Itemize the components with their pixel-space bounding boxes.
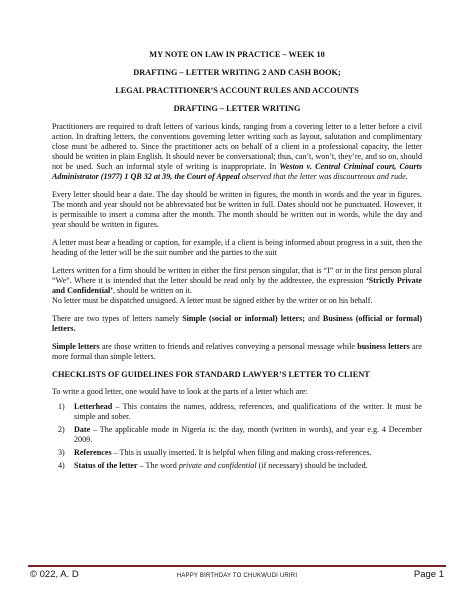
document-title: MY NOTE ON LAW IN PRACTICE – WEEK 10: [149, 50, 325, 59]
list-item: 2) Date – The applicable mode in Nigeria is: the day, month (written in words), and year e.g. 4 December 2009.: [58, 425, 422, 444]
paragraph-heading: A letter must bear a heading or caption, for example, if a client is being informed about progress in a suit, then the heading of the letter will be the suit number and the parties to the suit: [52, 238, 422, 257]
checklist-heading: CHECKLISTS OF GUIDELINES FOR STANDARD LAWYER’S LETTER TO CLIENT: [52, 370, 370, 379]
list-item: 3) References – This is usually inserted. It is helpful when filing and making cross-references.: [58, 448, 372, 457]
document-subtitle-2: LEGAL PRACTITIONER’S ACCOUNT RULES AND ACCOUNTS: [115, 86, 359, 95]
list-item: 1) Letterhead – This contains the names, address, references, and qualifications of the writer. It must be simple and sober.: [58, 402, 422, 421]
paragraph-person: Letters written for a firm should be written in either the first person singular, that is “I” or in the first person plural “We”. Where it is intended that the letter should be read only by the addressee, the expression ‘Strictly Private and Confidential’, should be written on it. No letter must be dispatched unsigned. A letter must be signed either by the writer or on his behalf.: [52, 266, 422, 305]
case-citation: Weston v. Central Criminal court, Courts Administrator (1977) 1 QB 32 at 39, the Court of Appeal: [52, 162, 422, 181]
paragraph-simple-letters: Simple letters are those written to friends and relatives conveying a personal message while business letters are more formal than simple letters.: [52, 342, 422, 361]
paragraph-intro: Practitioners are required to draft letters of various kinds, ranging from a covering letter to a letter before a civil action. In drafting letters, the conventions governing letter writing such as layout, salutation and complimentary close must be adhered to. Since the practitioner acts on behalf of a client in a professional capacity, the letter should be written in plain English. It should never be conversational; thus, can’t, won’t, they’re, and so on, should not be used. Such an informal style of writing is inappropriate. In Weston v. Central Criminal court, Courts Administrator (1977) 1 QB 32 at 39, the Court of Appeal observed that the letter was discourteous and rude.: [52, 122, 422, 181]
page-footer: [28, 570, 446, 584]
paragraph-types: There are two types of letters namely Simple (social or informal) letters; and Business (official or formal) letters.: [52, 314, 423, 333]
list-item: 4) Status of the letter – The word private and confidential (if necessary) should be included.: [58, 461, 368, 470]
document-subtitle: DRAFTING – LETTER WRITING 2 AND CASH BOOK;: [133, 68, 341, 77]
checklist-intro: To write a good letter, one would have to look at the parts of a letter which are:: [52, 387, 308, 396]
paragraph-date: Every letter should bear a date. The day should be written in figures, the month in words and the year in figures. The month and year should not be abbreviated but be written in full. Dates should not be punctuated. However, it is permissible to insert a comma after the month. The month should be written out in words, while the day and year should be written in figures.: [52, 190, 422, 229]
footer-page-number: Page 1: [413, 569, 444, 580]
section-title: DRAFTING – LETTER WRITING: [173, 104, 301, 113]
footer-copyright: © 022, A. D: [30, 569, 79, 580]
checklist-list: [52, 402, 422, 471]
footer-dedication: HAPPY BIRTHDAY TO CHUKWUDI URIRI: [176, 573, 298, 579]
footer-divider: [28, 565, 446, 567]
